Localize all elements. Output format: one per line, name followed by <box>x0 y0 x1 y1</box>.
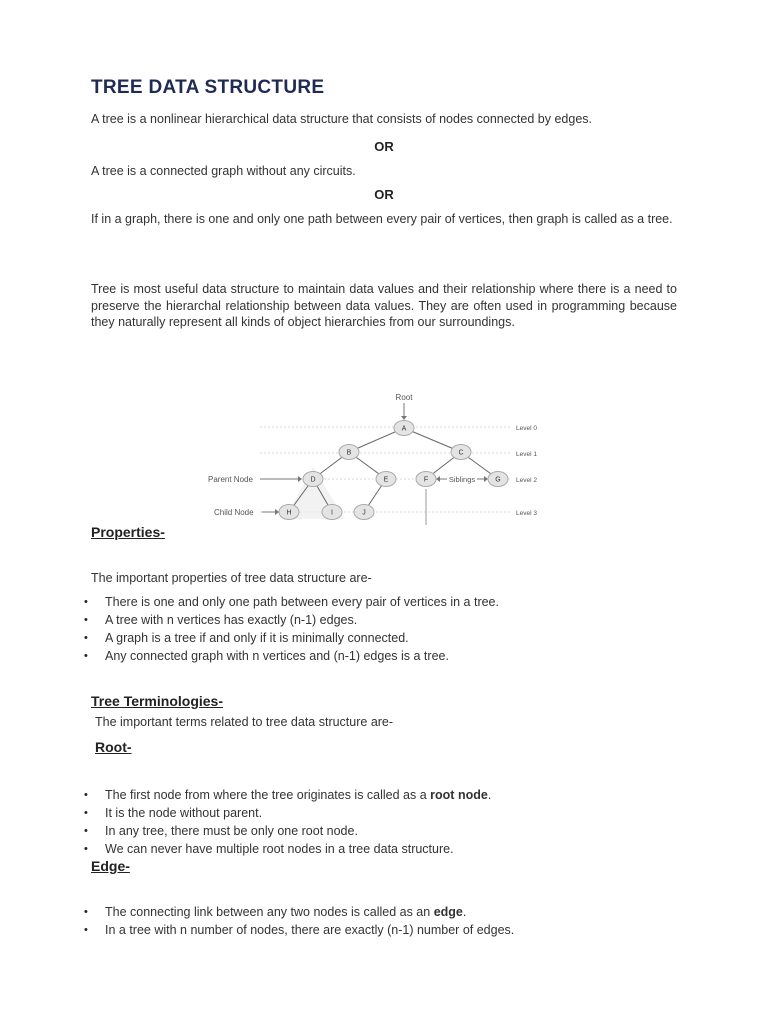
node-j-label: J <box>362 509 366 517</box>
list-item: • We can never have multiple root nodes in a tree data structure. <box>84 840 491 858</box>
node-i-label: I <box>331 509 333 517</box>
node-g-label: G <box>495 476 501 484</box>
list-item: • A tree with n vertices has exactly (n-1) edges. <box>84 611 499 629</box>
list-item: • In any tree, there must be only one root node. <box>84 822 491 840</box>
node-a-label: A <box>401 425 407 433</box>
root-label: Root <box>395 393 413 402</box>
root-list <box>84 786 491 858</box>
list-item <box>84 786 491 804</box>
root-item-end: . <box>487 788 492 802</box>
root-arrowhead <box>401 416 407 420</box>
node-b-label: B <box>346 449 352 457</box>
list-item <box>84 903 514 921</box>
terminologies-heading: Tree Terminologies- <box>91 693 223 709</box>
tree-diagram <box>200 385 550 530</box>
list-item: • In a tree with n number of nodes, there are exactly (n-1) number of edges. <box>84 921 514 939</box>
list-item: • Any connected graph with n vertices and (n-1) edges is a tree. <box>84 647 499 665</box>
level-1-label: Level 1 <box>516 451 537 458</box>
level-2-label: Level 2 <box>516 477 537 484</box>
parent-node-label: Parent Node <box>208 475 253 484</box>
root-node-term: root node <box>430 788 488 802</box>
list-item: • There is one and only one path between every pair of vertices in a tree. <box>84 593 499 611</box>
parent-arrowhead <box>298 476 302 482</box>
properties-intro: The important properties of tree data structure are- <box>91 571 372 585</box>
node-d-label: D <box>310 476 316 484</box>
siblings-arrowhead-left <box>436 476 440 482</box>
properties-heading: Properties- <box>91 524 165 540</box>
edge-term: edge <box>433 905 463 919</box>
definition-1: A tree is a nonlinear hierarchical data structure that consists of nodes connected by edges. <box>91 112 592 126</box>
edge-item-text: The connecting link between any two nodes is called as an <box>105 905 434 919</box>
child-arrowhead <box>275 509 279 515</box>
or-separator-2: OR <box>374 187 394 202</box>
node-e-label: E <box>383 476 389 484</box>
definition-2: A tree is a connected graph without any circuits. <box>91 164 356 178</box>
edge-list <box>84 903 514 939</box>
edge-item-end: . <box>462 905 467 919</box>
edge-heading: Edge- <box>91 858 130 874</box>
definition-3: If in a graph, there is one and only one path between every pair of vertices, then graph is called as a tree. <box>91 212 673 226</box>
page-title: TREE DATA STRUCTURE <box>91 77 325 98</box>
level-0-label: Level 0 <box>516 425 537 432</box>
list-item: • A graph is a tree if and only if it is minimally connected. <box>84 629 499 647</box>
properties-list <box>84 593 499 665</box>
list-item: • It is the node without parent. <box>84 804 491 822</box>
node-h-label: H <box>286 509 292 517</box>
child-node-label: Child Node <box>214 508 254 517</box>
terminologies-intro: The important terms related to tree data structure are- <box>95 715 394 729</box>
node-c-label: C <box>458 449 464 457</box>
or-separator-1: OR <box>374 139 394 154</box>
siblings-arrowhead-right <box>484 476 488 482</box>
level-3-label: Level 3 <box>516 510 537 517</box>
root-heading: Root- <box>95 739 132 755</box>
intro-paragraph: Tree is most useful data structure to maintain data values and their relationship where there is a need to preserve the hierarchal relationship between data values. They are often used in programming because they naturally represent all kinds of object hierarchies from our surroundings. <box>91 282 677 329</box>
node-f-label: F <box>423 476 429 484</box>
root-item-text: The first node from where the tree originates is called as a <box>105 788 431 802</box>
siblings-label: Siblings <box>448 475 476 484</box>
